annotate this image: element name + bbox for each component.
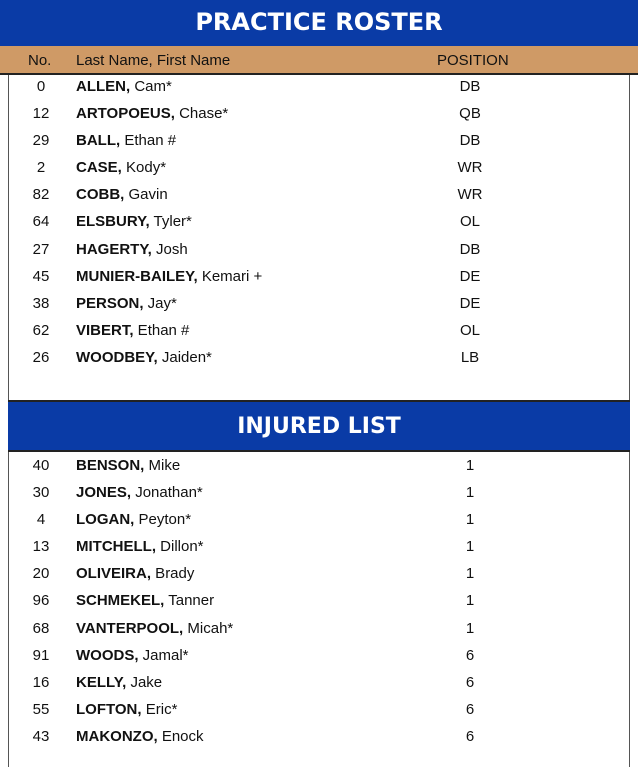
- player-position: 1: [465, 511, 475, 529]
- player-last-name: MITCHELL,: [76, 538, 156, 556]
- player-first-name: Jake: [126, 673, 163, 691]
- table-row: [0, 318, 638, 345]
- player-number: 62: [32, 321, 50, 339]
- table-row: [0, 507, 638, 534]
- player-number: 64: [32, 213, 50, 231]
- table-row: [0, 670, 638, 697]
- player-name: [76, 728, 204, 745]
- player-name: [76, 78, 172, 95]
- player-last-name: PERSON,: [76, 294, 144, 312]
- player-name: [76, 268, 262, 285]
- player-name: [76, 159, 166, 176]
- player-name: [76, 132, 176, 149]
- player-first-name: Jamal*: [138, 646, 189, 664]
- player-last-name: WOODS,: [76, 646, 139, 664]
- player-first-name: Jaiden*: [157, 348, 212, 366]
- player-number: 27: [32, 240, 50, 258]
- player-position: 6: [465, 700, 475, 718]
- player-name: [76, 674, 162, 691]
- player-position: WR: [457, 159, 483, 177]
- player-position: 1: [465, 592, 475, 610]
- table-row: [0, 182, 638, 209]
- player-name: [76, 241, 188, 258]
- player-position: 1: [465, 457, 475, 474]
- player-first-name: Jay*: [143, 294, 177, 312]
- player-name: [76, 484, 203, 501]
- player-position: WR: [457, 186, 483, 204]
- player-position: 6: [465, 646, 475, 664]
- player-name: [76, 213, 192, 230]
- player-number: 40: [32, 457, 50, 474]
- table-row: [0, 697, 638, 724]
- player-name: [76, 511, 191, 528]
- player-first-name: Jonathan*: [131, 484, 203, 502]
- table-row: [0, 128, 638, 155]
- player-name: [76, 565, 194, 582]
- player-position: LB: [460, 348, 480, 366]
- player-first-name: Kody*: [121, 159, 167, 177]
- player-last-name: JONES,: [76, 484, 132, 502]
- player-last-name: KELLY,: [76, 673, 127, 691]
- player-name: [76, 592, 214, 609]
- column-header-name: Last Name, First Name: [76, 52, 231, 69]
- player-number: 20: [32, 565, 50, 583]
- player-number: 45: [32, 267, 50, 285]
- player-last-name: WOODBEY,: [76, 348, 158, 366]
- player-last-name: COBB,: [76, 186, 125, 204]
- player-last-name: HAGERTY,: [76, 240, 152, 258]
- player-number: 2: [36, 159, 46, 177]
- player-last-name: MAKONZO,: [76, 727, 158, 745]
- player-name: [76, 349, 212, 366]
- player-name: [76, 647, 189, 664]
- player-last-name: LOGAN,: [76, 511, 135, 529]
- player-number: 96: [32, 592, 50, 610]
- player-number: 30: [32, 484, 50, 502]
- column-header-position: POSITION: [437, 52, 509, 69]
- practice-roster-list: [0, 74, 638, 372]
- player-number: 68: [32, 619, 50, 637]
- player-last-name: VIBERT,: [76, 321, 134, 339]
- player-last-name: SCHMEKEL,: [76, 592, 165, 610]
- practice-roster-title: PRACTICE ROSTER: [0, 0, 638, 46]
- player-position: DE: [459, 294, 481, 312]
- player-last-name: ALLEN,: [76, 78, 131, 95]
- player-position: DE: [459, 267, 481, 285]
- player-position: DB: [459, 132, 481, 150]
- player-position: 1: [465, 619, 475, 637]
- player-number: 16: [32, 673, 50, 691]
- player-first-name: Tanner: [164, 592, 215, 610]
- player-number: 12: [32, 105, 50, 123]
- player-first-name: Kemari +: [197, 267, 263, 285]
- player-number: 55: [32, 700, 50, 718]
- table-row: [0, 480, 638, 507]
- table-row: [0, 209, 638, 236]
- player-first-name: Cam*: [130, 78, 172, 95]
- player-position: 6: [465, 727, 475, 745]
- player-number: 43: [32, 727, 50, 745]
- player-first-name: Gavin: [124, 186, 168, 204]
- player-name: [76, 322, 189, 339]
- player-number: 82: [32, 186, 50, 204]
- injured-list-title: INJURED LIST: [8, 400, 630, 452]
- player-first-name: Dillon*: [156, 538, 204, 556]
- player-first-name: Ethan #: [120, 132, 177, 150]
- player-first-name: Josh: [151, 240, 188, 258]
- column-header-bar: [0, 46, 638, 75]
- player-last-name: ARTOPOEUS,: [76, 105, 175, 123]
- player-number: 29: [32, 132, 50, 150]
- player-position: OL: [459, 213, 480, 231]
- player-position: DB: [459, 240, 481, 258]
- player-name: [76, 105, 228, 122]
- table-row: [0, 616, 638, 643]
- player-first-name: Chase*: [174, 105, 229, 123]
- player-position: OL: [459, 321, 480, 339]
- player-name: [76, 457, 180, 474]
- player-first-name: Mike: [144, 457, 181, 474]
- table-row: [0, 237, 638, 264]
- player-last-name: LOFTON,: [76, 700, 142, 718]
- table-row: [0, 643, 638, 670]
- player-first-name: Micah*: [183, 619, 234, 637]
- player-last-name: CASE,: [76, 159, 122, 177]
- player-last-name: MUNIER-BAILEY,: [76, 267, 198, 285]
- player-first-name: Eric*: [141, 700, 178, 718]
- player-last-name: BENSON,: [76, 457, 145, 474]
- player-first-name: Enock: [157, 727, 204, 745]
- table-row: [0, 155, 638, 182]
- player-position: QB: [459, 105, 481, 123]
- table-row: [0, 345, 638, 372]
- player-last-name: OLIVEIRA,: [76, 565, 152, 583]
- player-name: [76, 538, 204, 555]
- table-row: [0, 264, 638, 291]
- table-row: [0, 561, 638, 588]
- table-row: [0, 74, 638, 101]
- player-name: [76, 620, 233, 637]
- table-row: [0, 588, 638, 615]
- player-number: 0: [36, 78, 46, 95]
- player-last-name: ELSBURY,: [76, 213, 150, 231]
- player-name: [76, 186, 168, 203]
- player-first-name: Tyler*: [149, 213, 192, 231]
- table-row: [0, 724, 638, 751]
- table-row: [0, 453, 638, 480]
- player-position: DB: [459, 78, 481, 95]
- player-number: 26: [32, 348, 50, 366]
- player-first-name: Peyton*: [134, 511, 192, 529]
- player-last-name: BALL,: [76, 132, 121, 150]
- player-position: 1: [465, 484, 475, 502]
- player-number: 13: [32, 538, 50, 556]
- player-position: 1: [465, 565, 475, 583]
- player-first-name: Ethan #: [133, 321, 190, 339]
- column-header-number: No.: [28, 52, 52, 69]
- player-number: 38: [32, 294, 50, 312]
- player-position: 6: [465, 673, 475, 691]
- injured-list: [0, 453, 638, 751]
- player-last-name: VANTERPOOL,: [76, 619, 184, 637]
- table-row: [0, 534, 638, 561]
- player-number: 91: [32, 646, 50, 664]
- player-position: 1: [465, 538, 475, 556]
- player-name: [76, 295, 177, 312]
- player-name: [76, 701, 177, 718]
- player-number: 4: [36, 511, 46, 529]
- table-row: [0, 291, 638, 318]
- player-first-name: Brady: [151, 565, 195, 583]
- table-row: [0, 101, 638, 128]
